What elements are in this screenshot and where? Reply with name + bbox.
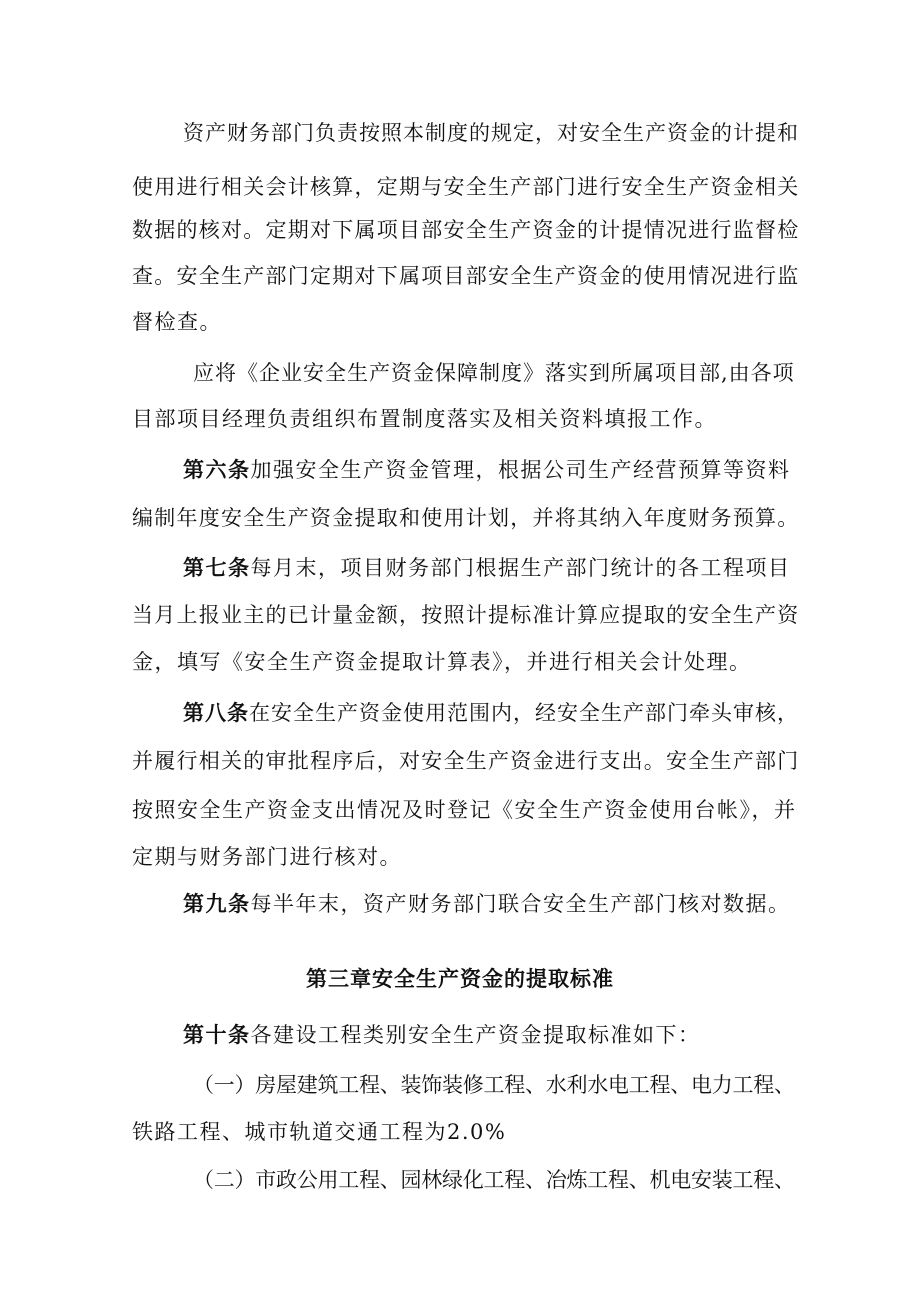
item-2-line-1: （二）市政公用工程、园林绿化工程、冶炼工程、机电安装工程、 [193,1168,795,1192]
paragraph-1-line-4: 查。安全生产部门定期对下属项目部安全生产资金的使用情况进行监 [132,264,800,288]
chapter-3-title: 第三章安全生产资金的提取标准 [306,966,614,991]
article-7-label: 第七条 [183,555,251,580]
article-8-line-3: 按照安全生产资金支出情况及时登记《安全生产资金使用台帐》，并 [132,798,797,822]
article-6-line-1 [183,456,791,484]
paragraph-2-line-2: 目部项目经理负责组织布置制度落实及相关资料填报工作。 [132,407,717,431]
paragraph-1-line-5: 督检查。 [132,310,222,334]
paragraph-1-line-3: 数据的核对。定期对下属项目部安全生产资金的计提情况进行监督检 [132,218,800,242]
article-10-label: 第十条 [183,1022,251,1047]
article-10-line-1 [183,1021,701,1049]
article-6-text: 加强安全生产资金管理，根据公司生产经营预算等资料 [250,458,791,482]
paragraph-1-line-2: 使用进行相关会计核算，定期与安全生产部门进行安全生产资金相关 [132,175,800,199]
article-8-line-4: 定期与财务部门进行核对。 [132,845,402,869]
article-8-label: 第八条 [183,700,249,725]
article-7-text: 每月末，项目财务部门根据生产部门统计的各工程项目 [250,556,791,580]
article-7-line-2: 当月上报业主的已计量金额，按照计提标准计算应提取的安全生产资 [132,603,800,627]
article-6-label: 第六条 [183,457,251,482]
item-1-line-2: 铁路工程、城市轨道交通工程为2.0% [132,1120,507,1144]
paragraph-2-line-1: 应将《企业安全生产资金保障制度》落实到所属项目部,由各项 [193,361,795,385]
paragraph-1-line-1: 资产财务部门负责按照本制度的规定，对安全生产资金的计提和 [183,121,799,145]
article-6-line-2: 编制年度安全生产资金提取和使用计划，并将其纳入年度财务预算。 [132,506,800,530]
article-9-text: 每半年末，资产财务部门联合安全生产部门核对数据。 [250,892,791,916]
article-7-line-1 [183,554,791,582]
article-8-text: 在安全生产资金使用范围内，经安全生产部门牵头审核， [249,701,799,725]
article-7-line-3: 金，填写《安全生产资金提取计算表》，并进行相关会计处理。 [132,650,752,674]
article-9-line-1 [183,890,791,918]
article-8-line-1 [183,699,799,727]
article-10-text: 各建设工程类别安全生产资金提取标准如下： [250,1023,701,1047]
item-1-line-1: （一）房屋建筑工程、装饰装修工程、水利水电工程、电力工程、 [193,1073,795,1097]
article-8-line-2: 并履行相关的审批程序后，对安全生产资金进行支出。安全生产部门 [132,749,800,773]
article-9-label: 第九条 [183,891,251,916]
